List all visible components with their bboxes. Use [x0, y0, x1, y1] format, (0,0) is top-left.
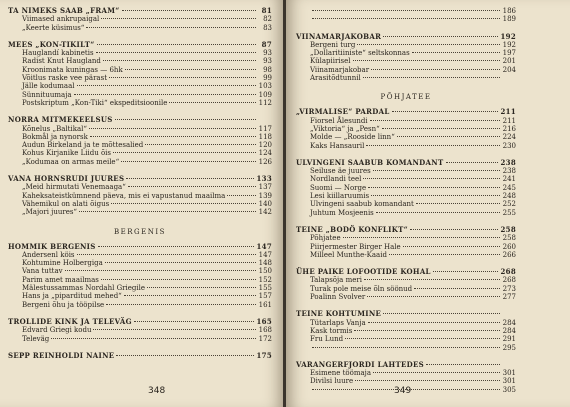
toc-entry-page: 238 [502, 167, 516, 176]
leader-dots [389, 254, 500, 255]
leader-dots [367, 296, 500, 297]
left-page-number: 348 [148, 386, 166, 396]
toc-entry-page: 98 [263, 65, 272, 74]
toc-chapter [8, 318, 272, 326]
toc-chapter-page: 258 [500, 224, 516, 234]
toc-chapter-page: 211 [500, 107, 516, 117]
toc-entry [296, 117, 516, 125]
toc-entry-page: 189 [502, 15, 516, 24]
leader-dots [101, 279, 256, 280]
toc-entry-page: 148 [258, 259, 272, 268]
toc-entry-title: Divilsi luure [310, 377, 354, 386]
toc-entry-page: 126 [258, 157, 272, 166]
toc-entry-title: Molde — „Rooside linn“ [310, 133, 395, 142]
toc-entry-page: 211 [502, 116, 516, 125]
toc-entry-page: 284 [502, 326, 516, 335]
toc-entry [8, 267, 272, 275]
toc-section [296, 159, 516, 217]
toc-entry-title: „Keerte küsimus“ [22, 23, 85, 32]
leader-dots [383, 36, 498, 37]
toc-chapter [296, 159, 516, 167]
toc-section [8, 41, 272, 107]
toc-entry [8, 133, 272, 141]
toc-entry-title: Televäg [22, 334, 50, 343]
toc-entry [8, 24, 272, 32]
leader-dots [169, 102, 256, 103]
toc-entry-title: „Meid hirmutati Venemaaga“ [22, 183, 126, 192]
toc-entry [296, 167, 516, 175]
leader-dots [125, 69, 256, 70]
toc-entry-title: Suomi — Norge [310, 183, 367, 192]
toc-entry-title: „Viktoria“ ja „Pesn“ [310, 124, 380, 133]
toc-chapter-title: VIINAMARJAKOBAR [296, 31, 382, 41]
toc-entry [8, 158, 272, 166]
leader-dots [65, 270, 256, 271]
toc-entry-page: 93 [263, 49, 272, 58]
leader-dots [90, 136, 256, 137]
toc-entry [296, 175, 516, 183]
toc-entry-page: 197 [502, 49, 516, 58]
toc-entry-title: Viimased ankrupaigal [22, 15, 100, 24]
leader-dots [397, 136, 500, 137]
toc-entry-page: 260 [502, 242, 516, 251]
toc-entry-title: Esimene töömaja [310, 369, 371, 378]
toc-entry-title: Viinamarjakobar [310, 65, 370, 74]
toc-section [8, 175, 272, 216]
toc-entry [296, 66, 516, 74]
toc-entry [8, 82, 272, 90]
toc-chapter-page: 238 [500, 157, 516, 167]
toc-entry-title: Külapiirisel [310, 57, 351, 66]
toc-section [8, 243, 272, 309]
toc-entry [8, 149, 272, 157]
toc-entry-page: 140 [258, 199, 272, 208]
leader-dots [115, 119, 256, 120]
toc-entry-title: Nordlandi teel [310, 175, 362, 184]
leader-dots [343, 237, 500, 238]
toc-entry-title: „Majori juures“ [22, 208, 78, 217]
leader-dots [105, 262, 256, 263]
toc-entry-page: 120 [258, 141, 272, 150]
toc-entry [8, 326, 272, 334]
toc-entry-page: 137 [258, 183, 272, 192]
leader-dots [376, 212, 500, 213]
toc-entry-title: Ulvingeni saabub komandant [310, 200, 414, 209]
toc-chapter-title: MEES „KON-TIKILT“ [8, 39, 95, 49]
toc-entry-page: 118 [258, 132, 272, 141]
toc-entry-page: 124 [258, 149, 272, 158]
toc-entry [296, 243, 516, 251]
toc-chapter-page: 192 [500, 31, 516, 41]
toc-entry [8, 183, 272, 191]
toc-chapter [296, 33, 516, 41]
toc-entry [296, 293, 516, 301]
toc-entry [296, 335, 516, 343]
right-toc [296, 7, 516, 403]
toc-entry-title: Bergeni turg [310, 40, 356, 49]
part-divider: PÕHJATEE [380, 93, 432, 102]
toc-entry-title: Audun Birkeland ja te mõttesalied [22, 141, 144, 150]
toc-entry [296, 369, 516, 377]
toc-entry-title: Poalinn Svolver [310, 293, 366, 302]
toc-entry-page: 268 [502, 276, 516, 285]
leader-dots [370, 120, 500, 121]
toc-entry-page: 117 [258, 124, 272, 133]
toc-chapter-title: TROLLIDE KINK JA TELEVÄG [8, 316, 132, 326]
toc-entry [296, 192, 516, 200]
toc-section [296, 33, 516, 83]
toc-entry [296, 142, 516, 150]
toc-chapter [296, 310, 516, 318]
toc-entry-title: Kask tormis [310, 326, 353, 335]
leader-dots [227, 195, 256, 196]
toc-entry-title: Radist Knut Haugland [22, 57, 101, 66]
toc-entry [296, 7, 516, 15]
leader-dots [134, 321, 255, 322]
toc-entry-page: 139 [258, 191, 272, 200]
leader-dots [93, 329, 256, 330]
toc-entry-page: 273 [502, 284, 516, 293]
toc-entry [296, 319, 516, 327]
toc-chapter-page: 175 [256, 350, 272, 360]
toc-entry-page: 192 [502, 40, 516, 49]
toc-entry-title: Parim amet maailmas [22, 275, 99, 284]
leader-dots [383, 313, 500, 314]
toc-section [8, 318, 272, 343]
toc-entry-title: Turak pole meise õln söönud [310, 284, 413, 293]
toc-entry-title: Kohtumine Holbergiga [22, 259, 103, 268]
toc-entry [8, 200, 272, 208]
toc-chapter [296, 268, 516, 276]
toc-chapter-title: „VIRMALISE“ PARDAL [296, 107, 390, 117]
leader-dots [345, 338, 500, 339]
toc-entry-page: 142 [258, 208, 272, 217]
toc-entry-page: 301 [502, 377, 516, 386]
toc-entry-page: 258 [502, 234, 516, 243]
leader-dots [353, 60, 500, 61]
toc-entry [8, 259, 272, 267]
toc-entry-page: 161 [258, 300, 272, 309]
toc-chapter-page: 87 [261, 39, 272, 49]
toc-entry [296, 15, 516, 23]
toc-entry [8, 91, 272, 99]
leader-dots [121, 161, 256, 162]
toc-entry [8, 251, 272, 259]
toc-entry-title: Vähemikul on alati õigus [22, 199, 110, 208]
leader-dots [147, 287, 256, 288]
toc-section [8, 352, 272, 360]
leader-dots [116, 355, 254, 356]
toc-entry-title: Edvard Griegi kodu [22, 326, 92, 335]
right-page [286, 0, 570, 407]
leader-dots [412, 52, 500, 53]
toc-chapter-title: TEINE „BODÖ KONFLIKT“ [296, 224, 408, 234]
toc-chapter [8, 352, 272, 360]
leader-dots [364, 279, 500, 280]
toc-entry [296, 377, 516, 385]
toc-entry-title: Kohus Kirjanike Liidu õis [22, 149, 111, 158]
toc-entry [8, 335, 272, 343]
toc-entry-page: 245 [502, 183, 516, 192]
toc-entry-page: 109 [258, 90, 272, 99]
toc-entry-page: 168 [258, 326, 272, 335]
toc-section [296, 226, 516, 259]
leader-dots [373, 372, 500, 373]
toc-entry [8, 292, 272, 300]
toc-entry-page: 216 [502, 124, 516, 133]
toc-chapter-page: 268 [500, 267, 516, 277]
toc-entry-title: Piirjermester Birger Hale [310, 242, 401, 251]
toc-chapter [296, 361, 516, 369]
leader-dots [354, 330, 500, 331]
toc-entry-page: 230 [502, 141, 516, 150]
toc-chapter-page: 165 [256, 316, 272, 326]
toc-entry-page: 295 [502, 343, 516, 352]
toc-entry [8, 208, 272, 216]
section-gap [296, 82, 516, 91]
toc-entry [296, 276, 516, 284]
toc-entry-page: 255 [502, 208, 516, 217]
toc-entry-title: Fiorsel Ålesundi [310, 116, 368, 125]
toc-section [296, 310, 516, 351]
toc-entry-title: Lesi kiillaruumis [310, 192, 370, 201]
toc-entry-title: „Dollaritiiniste“ seltskonnas [310, 49, 410, 58]
toc-entry [296, 285, 516, 293]
toc-entry-title: Juhtum Mosjeenis [310, 208, 374, 217]
toc-entry-title: Hauglandí kabinetis [22, 49, 94, 58]
toc-entry [296, 57, 516, 65]
toc-entry-page: 241 [502, 175, 516, 184]
leader-dots [414, 288, 500, 289]
leader-dots [97, 44, 256, 45]
part-divider: BERGENIS [114, 227, 166, 236]
toc-chapter [8, 41, 272, 49]
toc-entry-title: Andersenl köis [22, 250, 75, 259]
toc-entry-page: 152 [258, 275, 272, 284]
toc-chapter-title: TEINE KOHTUMINE [296, 309, 382, 319]
leader-dots [109, 77, 256, 78]
leader-dots [355, 380, 500, 381]
toc-entry [8, 125, 272, 133]
toc-chapter-title: TA NIMEKS SAAB „FRAM“ [8, 6, 120, 15]
toc-entry [8, 141, 272, 149]
toc-entry [8, 284, 272, 292]
toc-entry-title: Hans ja „piparditud mehed“ [22, 292, 122, 301]
toc-entry [296, 234, 516, 242]
leader-dots [106, 304, 256, 305]
leader-dots [312, 10, 500, 11]
toc-entry [296, 125, 516, 133]
toc-section [8, 116, 272, 166]
toc-entry-page: 252 [502, 200, 516, 209]
left-toc [8, 7, 272, 369]
toc-entry-page: 157 [258, 292, 272, 301]
leader-dots [426, 364, 500, 365]
leader-dots [368, 187, 500, 188]
leader-dots [446, 162, 499, 163]
leader-dots [366, 145, 500, 146]
leader-dots [416, 203, 500, 204]
toc-entry [8, 57, 272, 65]
toc-entry-page: 83 [263, 23, 272, 32]
toc-entry-title: Seiluse äe juures [310, 167, 371, 176]
toc-entry-title: Sünnituumaja [22, 90, 72, 99]
leader-dots [51, 338, 256, 339]
toc-entry [296, 251, 516, 259]
leader-dots [111, 203, 256, 204]
toc-entry-page: 186 [502, 7, 516, 15]
toc-entry-page: 201 [502, 57, 516, 66]
toc-chapter-title: VANA HORNSRUDI JUURES [8, 174, 125, 184]
toc-entry-page: 224 [502, 133, 516, 142]
toc-section [8, 7, 272, 32]
toc-entry-title: Kaks Hansauril [310, 141, 365, 150]
leader-dots [79, 211, 256, 212]
leader-dots [392, 111, 499, 112]
toc-entry-title: Jälle kodumaal [22, 82, 75, 91]
toc-chapter-page: 81 [261, 6, 272, 15]
toc-entry-page: 277 [502, 293, 516, 302]
leader-dots [128, 186, 256, 187]
toc-entry-page: 93 [263, 57, 272, 66]
toc-chapter [8, 116, 272, 124]
toc-entry [8, 192, 272, 200]
toc-entry-page: 248 [502, 192, 516, 201]
toc-chapter [8, 7, 272, 15]
leader-dots [373, 170, 500, 171]
toc-entry-page: 99 [263, 74, 272, 83]
toc-entry-page: 266 [502, 250, 516, 259]
left-page [0, 0, 284, 407]
toc-entry [296, 74, 516, 82]
toc-entry [296, 200, 516, 208]
leader-dots [103, 60, 256, 61]
leader-dots [371, 195, 500, 196]
toc-chapter-page: 147 [256, 241, 272, 251]
toc-entry-page: 305 [502, 385, 516, 394]
toc-entry [296, 184, 516, 192]
toc-entry-page: 291 [502, 335, 516, 344]
toc-entry-page: 155 [258, 284, 272, 293]
leader-dots [86, 27, 256, 28]
toc-entry-title: Põhjatee [310, 234, 341, 243]
leader-dots [403, 246, 500, 247]
leader-dots [113, 152, 256, 153]
toc-chapter-title: HOMMIK BERGENIS [8, 241, 96, 251]
leader-dots [312, 347, 500, 348]
toc-entry-title: Postskriptum „Kon-Tiki“ ekspeditsioonile [22, 98, 168, 107]
toc-entry-title: Talapsõja meri [310, 276, 362, 285]
leader-dots [98, 246, 255, 247]
toc-entry-title: Arasitõdtunnil [310, 74, 361, 83]
toc-entry-page: 172 [258, 334, 272, 343]
leader-dots [122, 10, 256, 11]
toc-entry-page: 150 [258, 267, 272, 276]
leader-dots [96, 52, 256, 53]
section-gap [8, 217, 272, 226]
leader-dots [363, 178, 500, 179]
toc-chapter-title: VARANGERFJORDI LAHTEDES [296, 359, 424, 369]
leader-dots [124, 295, 256, 296]
toc-entry-page: 103 [258, 82, 272, 91]
leader-dots [77, 85, 257, 86]
toc-chapter [296, 108, 516, 116]
toc-entry-page: 284 [502, 318, 516, 327]
toc-entry-page: 204 [502, 65, 516, 74]
toc-entry [296, 133, 516, 141]
toc-chapter-title: ÜHE PAIKE LOFOOTIDE KOHAL [296, 267, 431, 277]
toc-entry-page: 301 [502, 369, 516, 378]
toc-chapter [8, 175, 272, 183]
toc-entry-title: Fru Lund [310, 335, 344, 344]
toc-entry-title: Bergeni õhu ja tööpilse [22, 300, 105, 309]
toc-section [296, 108, 516, 149]
toc-entry-page: 82 [263, 15, 272, 24]
toc-entry [8, 66, 272, 74]
toc-entry [296, 344, 516, 352]
toc-entry-title: „Kodumaa on armas meile“ [22, 157, 120, 166]
toc-entry-title: Milleel Munthe-Kaaid [310, 250, 387, 259]
leader-dots [89, 128, 256, 129]
toc-chapter-page: 133 [256, 174, 272, 184]
toc-chapter [296, 226, 516, 234]
leader-dots [433, 271, 499, 272]
toc-entry [296, 209, 516, 217]
leader-dots [74, 94, 256, 95]
leader-dots [357, 44, 500, 45]
toc-entry [296, 327, 516, 335]
toc-entry [296, 49, 516, 57]
toc-entry-title: Võitlus raske vee pärast [22, 74, 108, 83]
toc-entry-page: 112 [258, 98, 272, 107]
toc-chapter-title: SEPP REINHOLDI NAINE [8, 350, 115, 360]
toc-chapter-title: ULVINGENI SAABUB KOMANDANT [296, 157, 444, 167]
leader-dots [145, 144, 256, 145]
toc-entry-title: Vana tuttav [22, 267, 63, 276]
toc-entry-title: Mälestussammas Nordahl Griegile [22, 284, 145, 293]
leader-dots [126, 178, 254, 179]
toc-section [296, 7, 516, 24]
leader-dots [410, 229, 499, 230]
toc-section [296, 268, 516, 301]
toc-entry-page: 147 [258, 250, 272, 259]
leader-dots [101, 18, 256, 19]
toc-entry-title: Kõnelus „Baltikal“ [22, 124, 87, 133]
toc-entry-title: Tütarlaps Vanja [310, 318, 366, 327]
toc-chapter-title: NORRA MITMEKEELSUS [8, 115, 113, 125]
toc-entry [8, 74, 272, 82]
leader-dots [382, 128, 500, 129]
section-gap [8, 360, 272, 369]
toc-entry [8, 49, 272, 57]
leader-dots [363, 77, 500, 78]
toc-chapter [8, 243, 272, 251]
leader-dots [77, 254, 256, 255]
leader-dots [368, 322, 500, 323]
toc-entry [8, 99, 272, 107]
leader-dots [371, 69, 500, 70]
toc-entry-title: Bokmål ja nynorsk [22, 132, 88, 141]
toc-entry-title: Kroonimata kuningas — 6hk [22, 65, 123, 74]
toc-entry [296, 41, 516, 49]
right-page-number: 349 [394, 386, 412, 396]
toc-entry [8, 301, 272, 309]
toc-entry [8, 276, 272, 284]
toc-entry [8, 15, 272, 23]
leader-dots [312, 18, 500, 19]
toc-entry-title: Kaheksateistkümnend päeva, mis ei vapustanud maailma [22, 191, 226, 200]
